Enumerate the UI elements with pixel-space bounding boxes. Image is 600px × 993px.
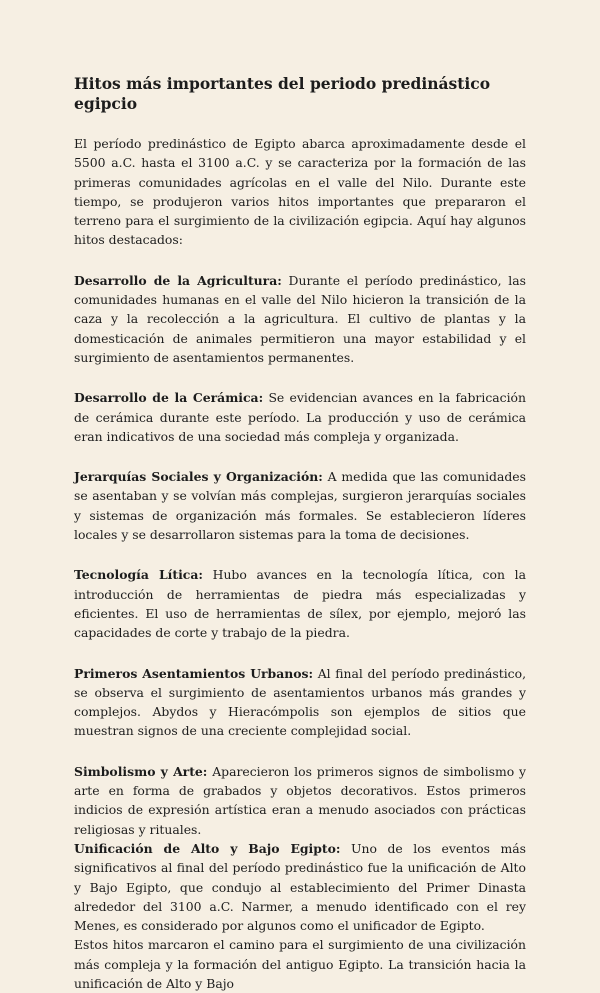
section-text: Al final del período predinástico, se observa el surgimiento de asentamientos urbanos más grandes y complejos. Abydos y Hieracómpolis son ejemplos de sitios que muestran signos de una creciente complejidad social. (74, 665, 527, 739)
section-term: Unificación de Alto y Bajo Egipto: (74, 840, 341, 856)
section-text: Aparecieron los primeros signos de simbolismo y arte en forma de grabados y objetos decorativos. Estos primeros indicios de expresión artística eran a menudo asociados con prácticas religiosas y rituales. (74, 763, 526, 837)
section-text: Durante el período predinástico, las comunidades humanas en el valle del Nilo hicieron la transición de la caza y la recolección a la agricultura. El cultivo de plantas y la domesticación de animales permitieron una mayor estabilidad y el surgimiento de asentamientos permanentes. (74, 272, 526, 365)
section-term: Primeros Asentamientos Urbanos: (74, 665, 314, 681)
section-text: Uno de los eventos más significativos al final del período predinástico fue la unificación de Alto y Bajo Egipto, que condujo al establecimiento del Primer Dinasta alrededor del 3100 a.C. Narmer, a menudo identificado con el rey Menes, es considerado por algunos como el unificador de Egipto. (74, 840, 527, 934)
section-text: Se evidencian avances en la fabricación de cerámica durante este período. La producción y uso de cerámica eran indicativos de una sociedad más compleja y organizada. (74, 390, 526, 444)
closing-paragraph: Estos hitos marcaron el camino para el surgimiento de una civilización más compleja y la formación del antiguo Egipto. La transición hacia la unificación de Alto y Bajo (74, 937, 526, 991)
section-lithic-technology (74, 565, 526, 642)
section-term: Jerarquías Sociales y Organización: (74, 469, 323, 485)
section-term: Simbolismo y Arte: (74, 763, 208, 779)
section-ceramics (74, 388, 526, 446)
section-symbolism-art (74, 762, 526, 839)
section-term: Desarrollo de la Agricultura: (74, 272, 282, 288)
intro-paragraph: El período predinástico de Egipto abarca aproximadamente desde el 5500 a.C. hasta el 3100 a.C. y se caracteriza por la formación de las primeras comunidades agrícolas en el valle del Nilo. Durante este tiempo, se produjeron varios hitos importantes que prepararon el terreno para el surgimiento de la civilización egipcia. Aquí hay algunos hitos destacados: (74, 136, 526, 248)
document-title: Hitos más importantes del periodo predinástico egipcio (74, 74, 491, 113)
section-term: Tecnología Lítica: (74, 567, 203, 583)
section-text: A medida que las comunidades se asentaban y se volvían más complejas, surgieron jerarquías sociales y sistemas de organización más formales. Se establecieron líderes locales y se desarrollaron sistemas para la toma de decisiones. (74, 469, 527, 543)
section-agriculture (74, 271, 526, 367)
section-term: Desarrollo de la Cerámica: (74, 390, 264, 406)
section-text: Hubo avances en la tecnología lítica, con la introducción de herramientas de piedra más especializadas y eficientes. El uso de herramientas de sílex, por ejemplo, mejoró las capacidades de corte y trabajo de la piedra. (74, 567, 526, 641)
section-social-hierarchies (74, 467, 526, 544)
section-unification (74, 839, 526, 935)
section-urban-settlements (74, 664, 526, 741)
